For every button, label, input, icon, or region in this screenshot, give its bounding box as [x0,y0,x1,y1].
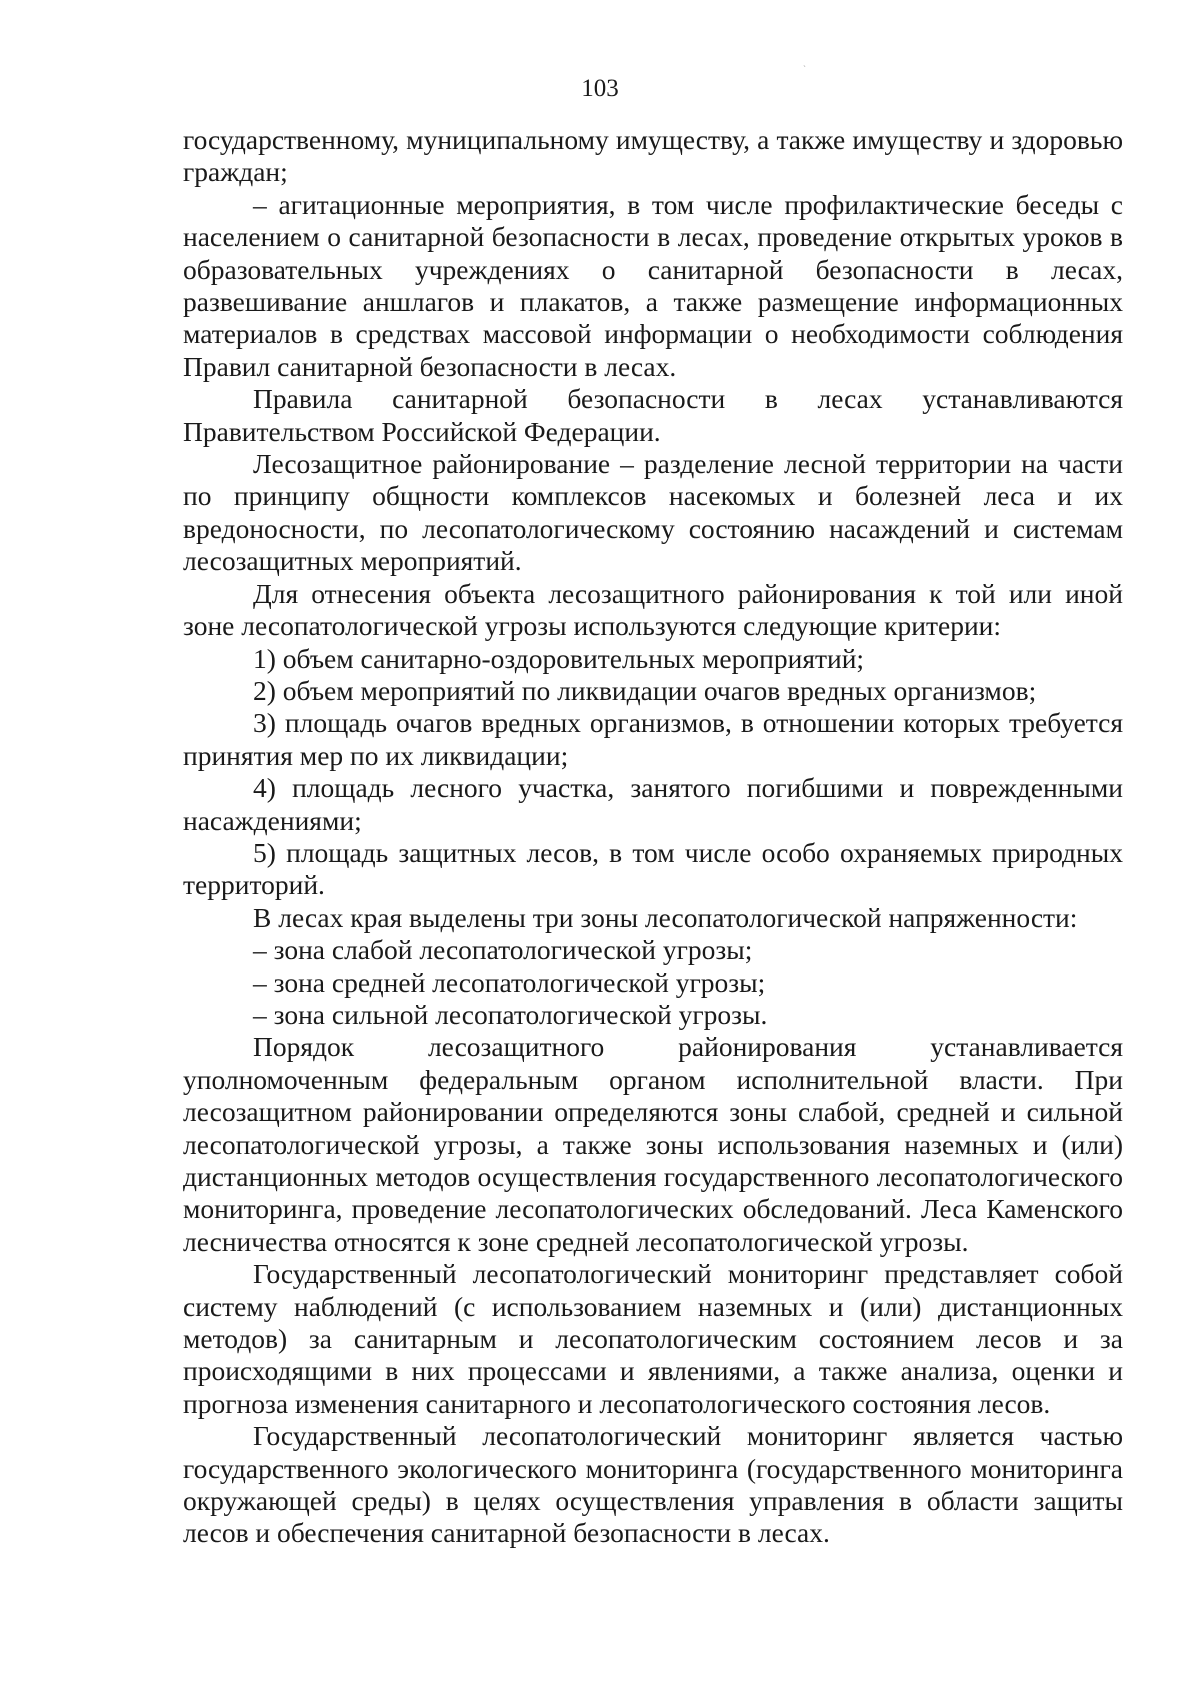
paragraph-3: Правила санитарной безопасности в лесах устанавливаются Правительством Российской Федерации. [183,383,1123,447]
paragraph-2: – агитационные мероприятия, в том числе профилактические беседы с населением о санитарной безопасности в лесах, проведение открытых уроков в образовательных учреждениях о санитарной безопасности в лесах, развешивание аншлагов и плакатов, а также размещение информационных материалов в средствах массовой информации о необходимости соблюдения Правил санитарной безопасности в лесах. [183,188,1123,382]
page-number: 103 [581,75,619,102]
paragraph-10: 5) площадь защитных лесов, в том числе особо охраняемых природных территорий. [183,836,1123,901]
paragraph-11: В лесах края выделены три зоны лесопатологической напряженности: [253,901,1078,933]
paragraph-8: 3) площадь очагов вредных организмов, в отношении которых требуется принятия мер по их ликвидации; [183,707,1123,771]
scan-speck: ` [803,64,806,74]
paragraph-17: Государственный лесопатологический мониторинг является частью государственного экологического мониторинга (государственного мониторинга окружающей среды) в целях осуществления управления в области защиты лесов и обеспечения санитарной безопасности в лесах. [183,1420,1123,1549]
paragraph-5: Для отнесения объекта лесозащитного районирования к той или иной зоне лесопатологической угрозы используются следующие критерии: [183,577,1123,642]
paragraph-12: – зона слабой лесопатологической угрозы; [253,934,753,966]
paragraph-9: 4) площадь лесного участка, занятого погибшими и поврежденными насаждениями; [183,772,1123,836]
paragraph-16: Государственный лесопатологический мониторинг представляет собой систему наблюдений (с использованием наземных и (или) дистанционных методов) за санитарным и лесопатологическим состоянием лесов и за происходящими в них процессами и явлениями, а также анализа, оценки и прогноза изменения санитарного и лесопатологического состояния лесов. [183,1258,1123,1419]
paragraph-4: Лесозащитное районирование – разделение лесной территории на части по принципу общности комплексов насекомых и болезней леса и их вредоносности, по лесопатологическому состоянию насаждений и системам лесозащитных мероприятий. [183,448,1123,577]
paragraph-14: – зона сильной лесопатологической угрозы. [253,998,768,1030]
paragraph-6: 1) объем санитарно-оздоровительных мероприятий; [253,642,865,674]
paragraph-7: 2) объем мероприятий по ликвидации очагов вредных организмов; [253,674,1037,706]
paragraph-1: государственному, муниципальному имуществу, а также имуществу и здоровью граждан; [183,124,1123,188]
body-text [183,124,1123,1550]
paragraph-13: – зона средней лесопатологической угрозы; [253,966,766,998]
paragraph-15: Порядок лесозащитного районирования устанавливается уполномоченным федеральным органом исполнительной власти. При лесозащитном районировании определяются зоны слабой, средней и сильной лесопатологической угрозы, а также зоны использования наземных и (или) дистанционных методов осуществления государственного лесопатологического мониторинга, проведение лесопатологических обследований. Леса Каменского лесничества относятся к зоне средней лесопатологической угрозы. [183,1031,1123,1257]
